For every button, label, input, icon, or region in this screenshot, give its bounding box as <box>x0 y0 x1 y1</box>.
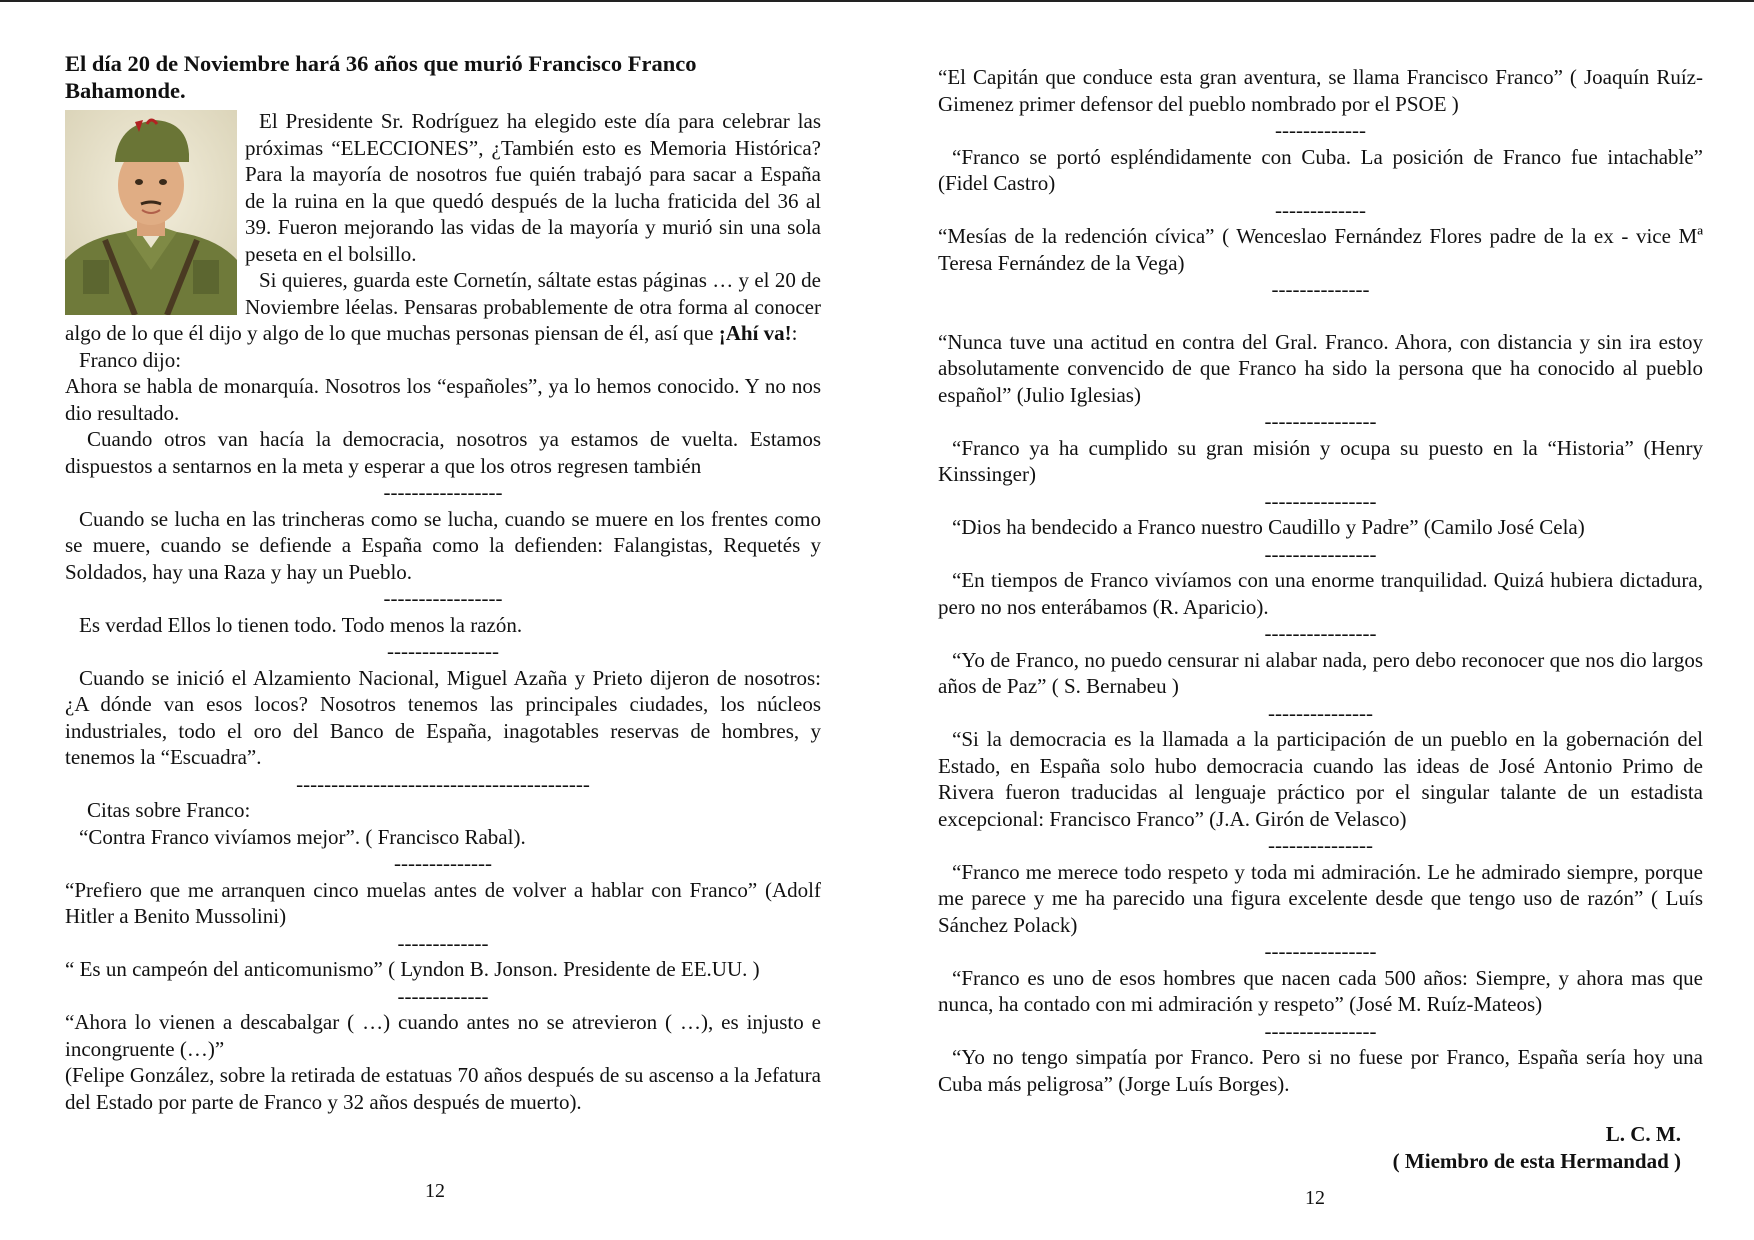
separator-line: ---------------- <box>1264 621 1377 645</box>
cita-4: “Ahora lo vienen a descabalgar ( …) cuando antes no se atrevieron ( …), es injusto e incongruente (…)” <box>65 1010 821 1061</box>
cita-4-source: (Felipe González, sobre la retirada de estatuas 70 años después de su ascenso a la Jefatura del Estado por parte de Franco y 32 años después de muerto). <box>65 1063 821 1114</box>
signature-block <box>938 1121 1703 1175</box>
cita-2: “Prefiero que me arranquen cinco muelas antes de volver a hablar con Franco” (Adolf Hitler a Benito Mussolini) <box>65 877 821 928</box>
separator-line: ---------------- <box>1264 541 1377 566</box>
franco-portrait-image <box>65 110 237 315</box>
separator-line: ------------- <box>1275 118 1366 142</box>
separator-line: --------------- <box>1268 700 1373 725</box>
separator-line: ---------------- <box>1264 1018 1377 1043</box>
right-quote-4: “Nunca tuve una actitud en contra del Gral. Franco. Ahora, con distancia y sin ira estoy absolutamente convencido de que Franco ha sido la persona que ha conocido al pueblo español” (Julio Iglesias) <box>938 329 1703 407</box>
right-quote-1: “El Capitán que conduce esta gran aventura, se llama Francisco Franco” ( Joaquín Ruíz-Gimenez primer defensor del pueblo nombrado por el PSOE ) <box>938 65 1703 116</box>
franco-quote-5: Cuando se inició el Alzamiento Nacional, Miguel Azaña y Prieto dijeron de nosotros: ¿A dónde van esos locos? Nosotros tenemos las principales ciudades, los núcleos industriales, todo el oro del Banco de España, inagotables reservas de hombres, y tenemos la “Escuadra”. <box>65 665 821 769</box>
separator-line: ------------- <box>1275 197 1366 222</box>
separator-line: ---------------- <box>1264 409 1377 433</box>
separator-line: ---------------- <box>387 639 499 663</box>
cita-3: “ Es un campeón del anticomunismo” ( Lyndon B. Jonson. Presidente de EE.UU. ) <box>65 957 760 981</box>
separator-long: ------------------------------------------ <box>296 771 590 796</box>
intro-paragraph-2-end: : <box>791 321 798 345</box>
separator-line: ------------- <box>397 930 489 955</box>
cita-1: “Contra Franco vivíamos mejor”. ( Francisco Rabal). <box>79 824 526 849</box>
left-page-number: 12 <box>425 1180 445 1202</box>
separator-line: ---------------- <box>1264 488 1377 513</box>
franco-quote-1: Ahora se habla de monarquía. Nosotros los “españoles”, ya lo hemos conocido. Y no nos dio resultado. <box>65 374 821 425</box>
right-quote-8: “Yo de Franco, no puedo censurar ni alabar nada, pero debo reconocer que nos dio largos años de Paz” ( S. Bernabeu ) <box>938 647 1703 698</box>
separator-line: ---------------- <box>1264 939 1377 963</box>
separator-line: --------------- <box>1268 833 1373 857</box>
right-quote-6: “Dios ha bendecido a Franco nuestro Caudillo y Padre” (Camilo José Cela) <box>952 515 1585 539</box>
franco-quote-2: Cuando otros van hacía la democracia, nosotros ya estamos de vuelta. Estamos dispuestos a sentarnos en la meta y esperar a que los otros regresen también <box>65 427 821 478</box>
article-title: El día 20 de Noviembre hará 36 años que murió Francisco Franco Bahamonde. <box>65 51 697 103</box>
right-page-number: 12 <box>1305 1187 1325 1209</box>
right-quote-12: “Yo no tengo simpatía por Franco. Pero si no fuese por Franco, España sería hoy una Cuba más peligrosa” (Jorge Luís Borges). <box>938 1045 1703 1096</box>
right-quote-11: “Franco es uno de esos hombres que nacen cada 500 años: Siempre, y ahora mas que nunca, ha contado con mi admiración y respeto” (José M. Ruíz-Mateos) <box>938 965 1703 1016</box>
separator-line: -------------- <box>394 851 492 875</box>
citas-label: Citas sobre Franco: <box>87 798 251 822</box>
spacer <box>938 303 1703 329</box>
right-quote-9: “Si la democracia es la llamada a la participación de un pueblo en la gobernación del Estado, en España solo hubo democracia cuando las ideas de José Antonio Primo de Rivera fueron traducidas al lenguaje práctico por el singular talante de un estadista excepcional: Francisco Franco” (J.A. Girón de Velasco) <box>938 727 1703 831</box>
right-quote-3: “Mesías de la redención cívica” ( Wenceslao Fernández Flores padre de la ex - vice Mª Teresa Fernández de la Vega) <box>938 224 1703 275</box>
right-quote-2: “Franco se portó espléndidamente con Cuba. La posición de Franco fue intachable” (Fidel Castro) <box>938 144 1703 195</box>
left-page <box>65 50 821 1115</box>
separator-line: ----------------- <box>383 480 503 504</box>
intro-paragraph-2-text: Si quieres, guarda este Cornetín, sáltate estas páginas … y el 20 de Noviembre léelas. Pensaras probablemente de otra forma al conocer algo de lo que él dijo y algo de lo que muchas personas piensan de él, así que <box>65 268 821 345</box>
separator-line: -------------- <box>1271 277 1370 301</box>
signature-role: ( Miembro de esta Hermandad ) <box>1392 1149 1681 1173</box>
right-page <box>938 64 1703 1175</box>
signature-initials: L. C. M. <box>1605 1122 1681 1146</box>
right-quote-10: “Franco me merece todo respeto y toda mi admiración. Le he admirado siempre, porque me parece y me ha parecido una figura excelente desde que tengo uso de razón” ( Luís Sánchez Polack) <box>938 859 1703 937</box>
separator-line: ----------------- <box>383 586 503 610</box>
top-border-line <box>0 0 1754 2</box>
franco-dijo-label: Franco dijo: <box>79 347 182 372</box>
right-quote-5: “Franco ya ha cumplido su gran misión y ocupa su puesto en la “Historia” (Henry Kinssinger) <box>938 435 1703 486</box>
intro-paragraph-2-bold: ¡Ahí va! <box>718 321 792 345</box>
franco-quote-3: Cuando se lucha en las trincheras como se lucha, cuando se muere en los frentes como se muere, cuando se defiende a España como la defienden: Falangistas, Requetés y Soldados, hay una Raza y hay un Pueblo. <box>65 506 821 584</box>
intro-paragraph-1: El Presidente Sr. Rodríguez ha elegido este día para celebrar las próximas “ELECCIONES”, ¿También esto es Memoria Histórica? Para la mayoría de nosotros fue quién trabajó para sacar a España de la ruina en la que quedó después de la lucha fraticida del 36 al 39. Fueron mejorando las vidas de la mayoría y murió sin una sola peseta en el bolsillo. <box>245 109 821 266</box>
franco-quote-4: Es verdad Ellos lo tienen todo. Todo menos la razón. <box>79 612 523 637</box>
separator-line: ------------- <box>397 983 489 1008</box>
right-quote-7: “En tiempos de Franco vivíamos con una enorme tranquilidad. Quizá hubiera dictadura, pero no nos enterábamos (R. Aparicio). <box>938 568 1703 619</box>
